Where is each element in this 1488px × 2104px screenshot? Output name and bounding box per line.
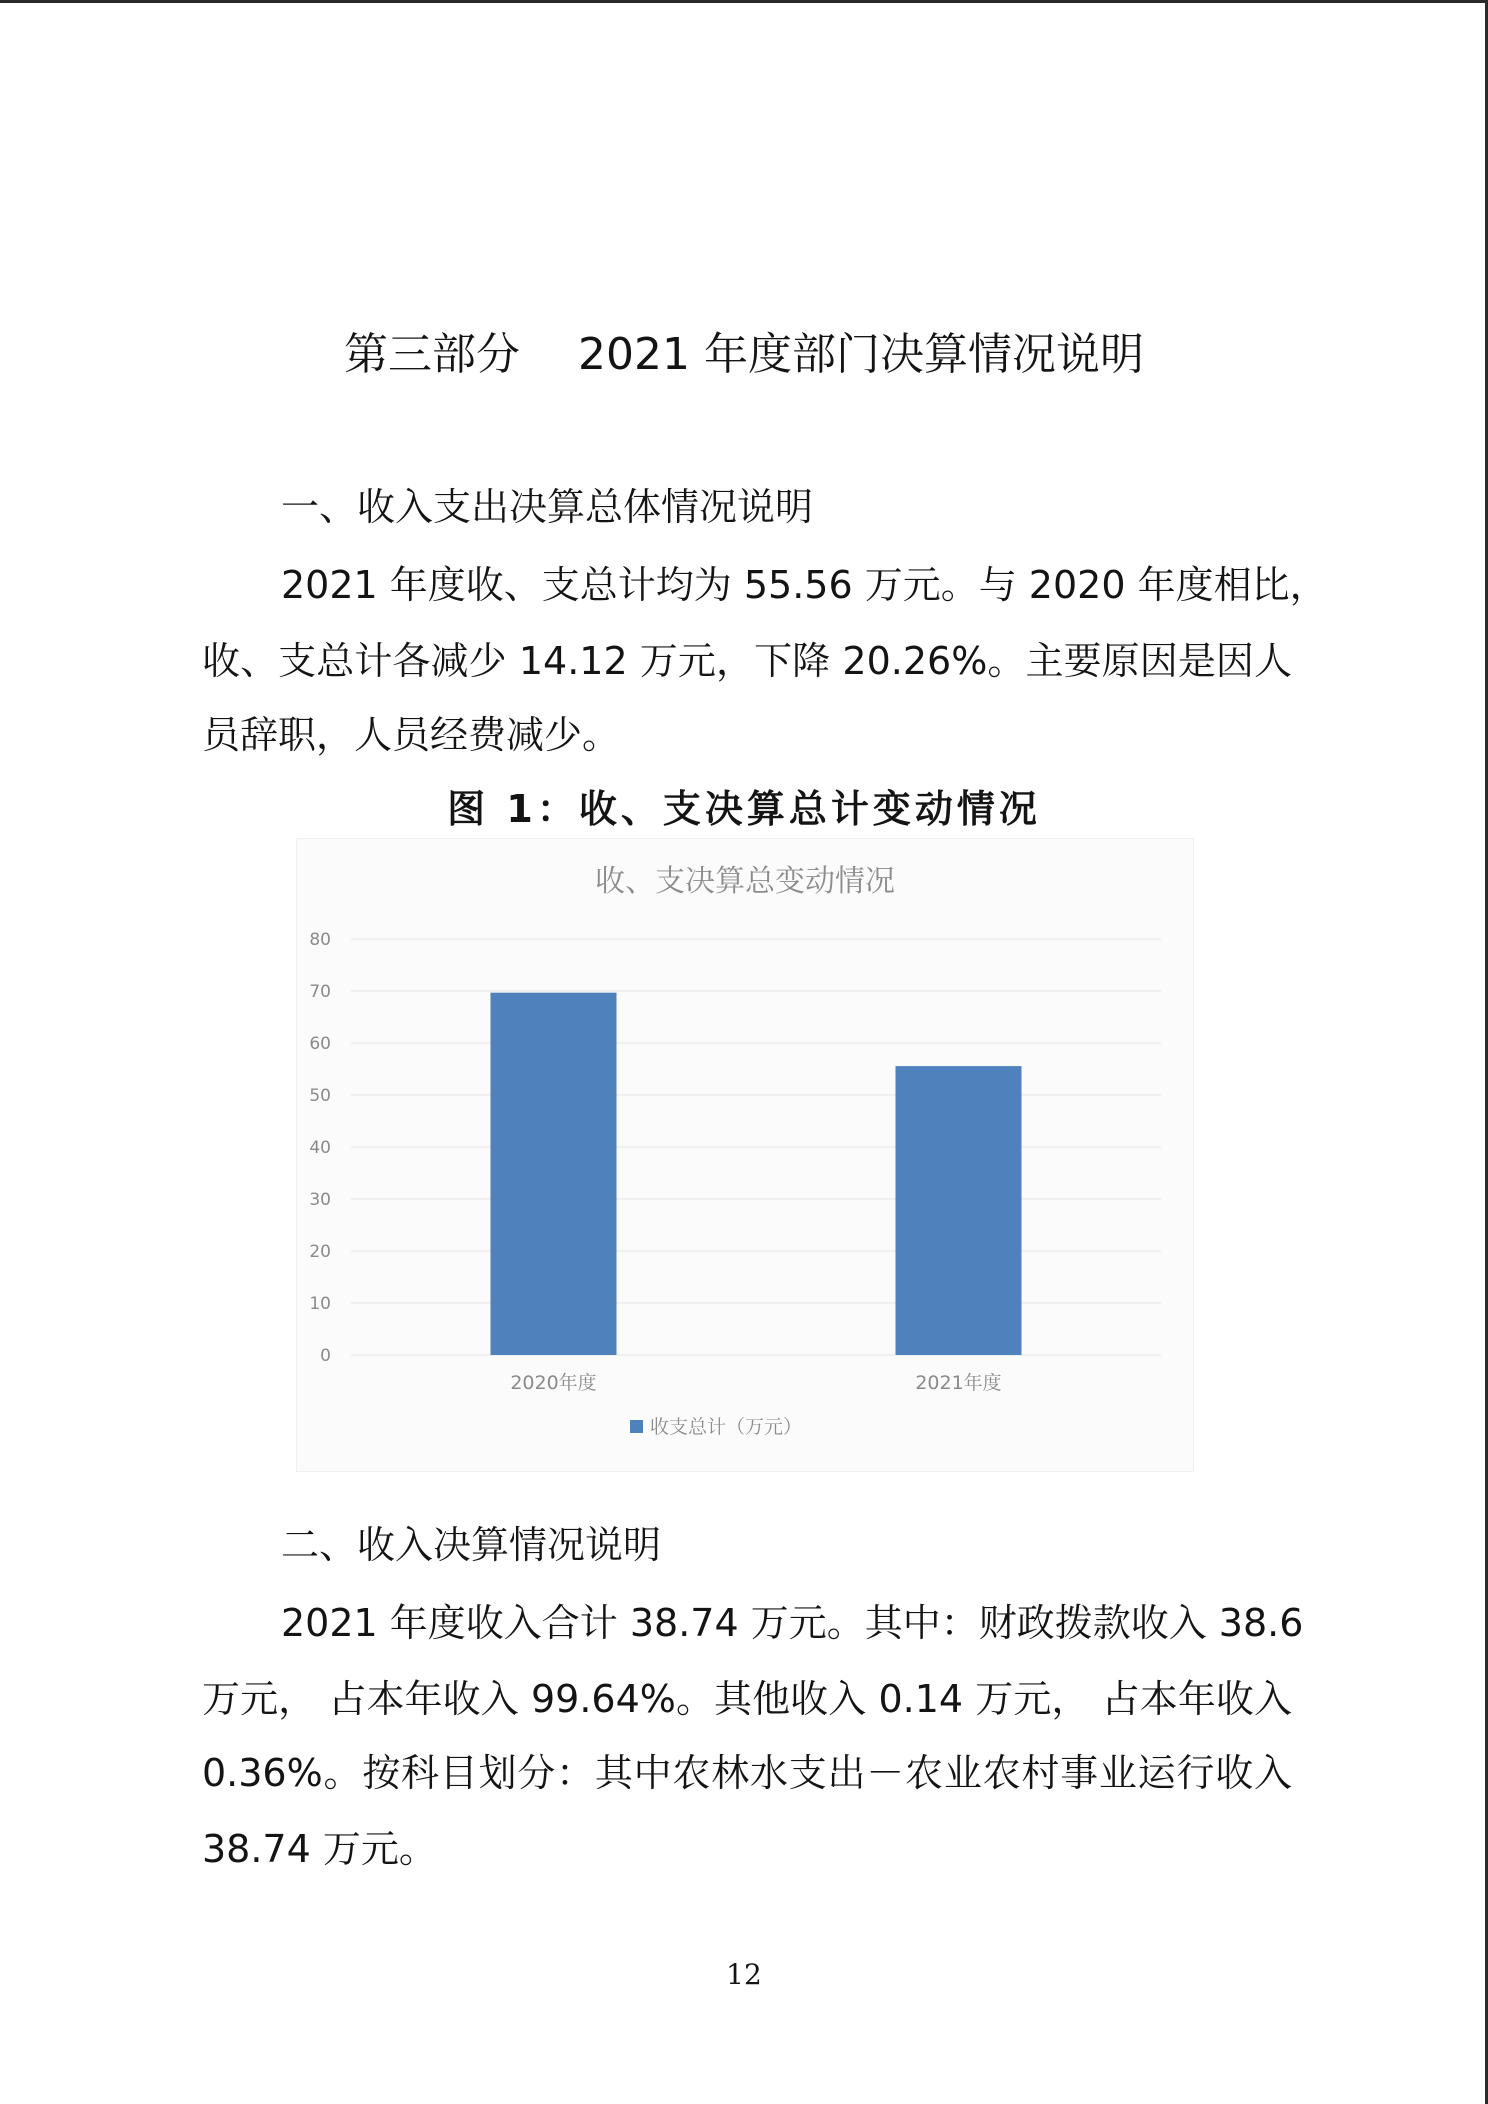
- x-tick-label-0: 2020年度: [510, 1372, 597, 1394]
- bar-1: [896, 1066, 1022, 1355]
- y-tick-label-7: 70: [309, 982, 331, 1002]
- bar-chart: [297, 839, 1193, 1471]
- legend-swatch: [630, 1420, 643, 1433]
- y-tick-label-1: 10: [309, 1294, 331, 1314]
- y-tick-label-8: 80: [309, 930, 331, 950]
- paragraph-1-line-2: 收、支总计各减少 14.12 万元，下降 20.26%。主要原因是因人: [202, 639, 1292, 683]
- chart-title: 收、支决算总变动情况: [595, 864, 895, 899]
- page-title: 第三部分 2021 年度部门决算情况说明: [344, 329, 1144, 380]
- paragraph-1-line-3: 员辞职，人员经费减少。: [202, 713, 621, 757]
- y-tick-label-3: 30: [309, 1190, 331, 1210]
- figure-caption: 图 1：收、支决算总计变动情况: [447, 787, 1041, 831]
- paragraph-1-line-1: 2021 年度收、支总计均为 55.56 万元。与 2020 年度相比，: [281, 563, 1328, 607]
- section-heading-2: 二、收入决算情况说明: [281, 1523, 662, 1567]
- paragraph-2-line-1: 2021 年度收入合计 38.74 万元。其中：财政拨款收入 38.6: [281, 1601, 1304, 1645]
- y-tick-label-2: 20: [309, 1242, 331, 1262]
- paragraph-2-line-2: 万元， 占本年收入 99.64%。其他收入 0.14 万元， 占本年收入: [202, 1677, 1292, 1721]
- paragraph-2-line-3: 0.36%。按科目划分：其中农林水支出－农业农村事业运行收入: [202, 1751, 1292, 1795]
- y-tick-label-5: 50: [309, 1086, 331, 1106]
- page-number: 12: [726, 1958, 762, 1991]
- section-heading-1: 一、收入支出决算总体情况说明: [281, 485, 814, 529]
- y-tick-label-6: 60: [309, 1034, 331, 1054]
- y-tick-label-0: 0: [320, 1346, 331, 1366]
- bar-0: [491, 993, 617, 1355]
- paragraph-2-line-4: 38.74 万元。: [202, 1827, 437, 1871]
- y-tick-label-4: 40: [309, 1138, 331, 1158]
- chart-container: [296, 838, 1194, 1472]
- x-tick-label-1: 2021年度: [915, 1372, 1002, 1394]
- legend-label: 收支总计（万元）: [650, 1416, 803, 1438]
- page-border-top: [0, 0, 1488, 3]
